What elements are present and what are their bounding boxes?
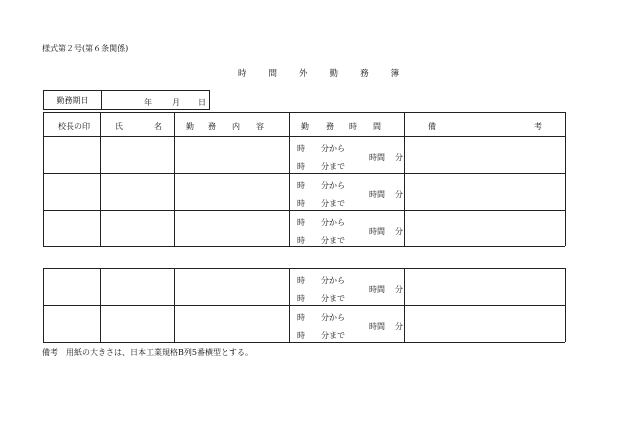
header-divider <box>43 136 565 137</box>
from-minute-label: 分から <box>321 144 345 153</box>
header-duty: 内 <box>232 122 240 131</box>
from-minute-label: 分から <box>321 276 345 285</box>
total-hours-label: 時間 <box>369 322 385 331</box>
title-char: 務 <box>360 69 369 79</box>
header-name: 名 <box>154 122 162 131</box>
from-minute-label: 分から <box>321 218 345 227</box>
year-label: 年 <box>144 98 152 107</box>
to-hour-label: 時 <box>297 294 305 303</box>
header-duty: 勤 <box>186 122 194 131</box>
total-minutes-label: 分 <box>395 190 403 199</box>
header-work-time: 勤 <box>301 122 309 131</box>
section-top <box>43 268 565 269</box>
to-hour-label: 時 <box>297 162 305 171</box>
total-minutes-label: 分 <box>395 322 403 331</box>
to-hour-label: 時 <box>297 331 305 340</box>
column-divider <box>43 268 44 342</box>
row-divider <box>43 173 565 174</box>
work-date-label: 勤務期日 <box>44 91 102 109</box>
total-hours-label: 時間 <box>369 227 385 236</box>
row-divider <box>43 305 565 306</box>
month-label: 月 <box>172 98 180 107</box>
to-minute-label: 分まで <box>321 331 345 340</box>
header-name: 氏 <box>115 122 123 131</box>
column-divider <box>100 268 101 342</box>
title-char: 勤 <box>329 69 339 79</box>
header-remarks: 備 <box>428 122 436 131</box>
title-char: 外 <box>299 69 308 79</box>
to-minute-label: 分まで <box>321 199 345 208</box>
column-divider <box>565 268 566 342</box>
to-hour-label: 時 <box>297 236 305 245</box>
header-remarks: 考 <box>534 122 542 131</box>
total-minutes-label: 分 <box>395 285 403 294</box>
header-seal: 校長の印 <box>58 122 90 131</box>
column-divider <box>289 112 290 246</box>
from-minute-label: 分から <box>321 313 345 322</box>
from-hour-label: 時 <box>297 276 305 285</box>
to-minute-label: 分まで <box>321 294 345 303</box>
to-minute-label: 分まで <box>321 236 345 245</box>
column-divider <box>43 112 44 246</box>
column-divider <box>404 112 405 246</box>
document-title <box>238 70 399 79</box>
column-divider <box>404 268 405 342</box>
column-divider <box>289 268 290 342</box>
header-duty: 容 <box>256 122 264 131</box>
header-duty: 務 <box>208 122 216 131</box>
from-hour-label: 時 <box>297 218 305 227</box>
column-divider <box>174 112 175 246</box>
total-minutes-label: 分 <box>395 227 403 236</box>
to-hour-label: 時 <box>297 199 305 208</box>
total-hours-label: 時間 <box>369 285 385 294</box>
day-label: 日 <box>198 98 206 107</box>
total-hours-label: 時間 <box>369 153 385 162</box>
column-divider <box>174 268 175 342</box>
header-work-time: 時 <box>349 122 357 131</box>
title-char: 時 <box>238 69 247 79</box>
section-bottom <box>43 246 565 247</box>
row-divider <box>43 210 565 211</box>
table-border-top <box>43 112 565 113</box>
header-work-time: 間 <box>373 122 381 131</box>
work-date-fields <box>144 97 206 108</box>
work-date-box <box>43 90 210 110</box>
total-minutes-label: 分 <box>395 153 403 162</box>
column-divider <box>565 112 566 246</box>
header-work-time: 務 <box>326 122 334 131</box>
from-hour-label: 時 <box>297 181 305 190</box>
total-hours-label: 時間 <box>369 190 385 199</box>
column-divider <box>100 112 101 246</box>
form-number-label: 様式第２号(第６条関係) <box>42 44 129 53</box>
footnote: 備考 用紙の大きさは、日本工業規格B列5番横型とする。 <box>42 348 253 357</box>
table-border-bottom <box>43 342 565 343</box>
from-hour-label: 時 <box>297 313 305 322</box>
to-minute-label: 分まで <box>321 162 345 171</box>
from-minute-label: 分から <box>321 181 345 190</box>
title-char: 簿 <box>390 69 400 79</box>
title-char: 間 <box>268 69 278 79</box>
from-hour-label: 時 <box>297 144 305 153</box>
